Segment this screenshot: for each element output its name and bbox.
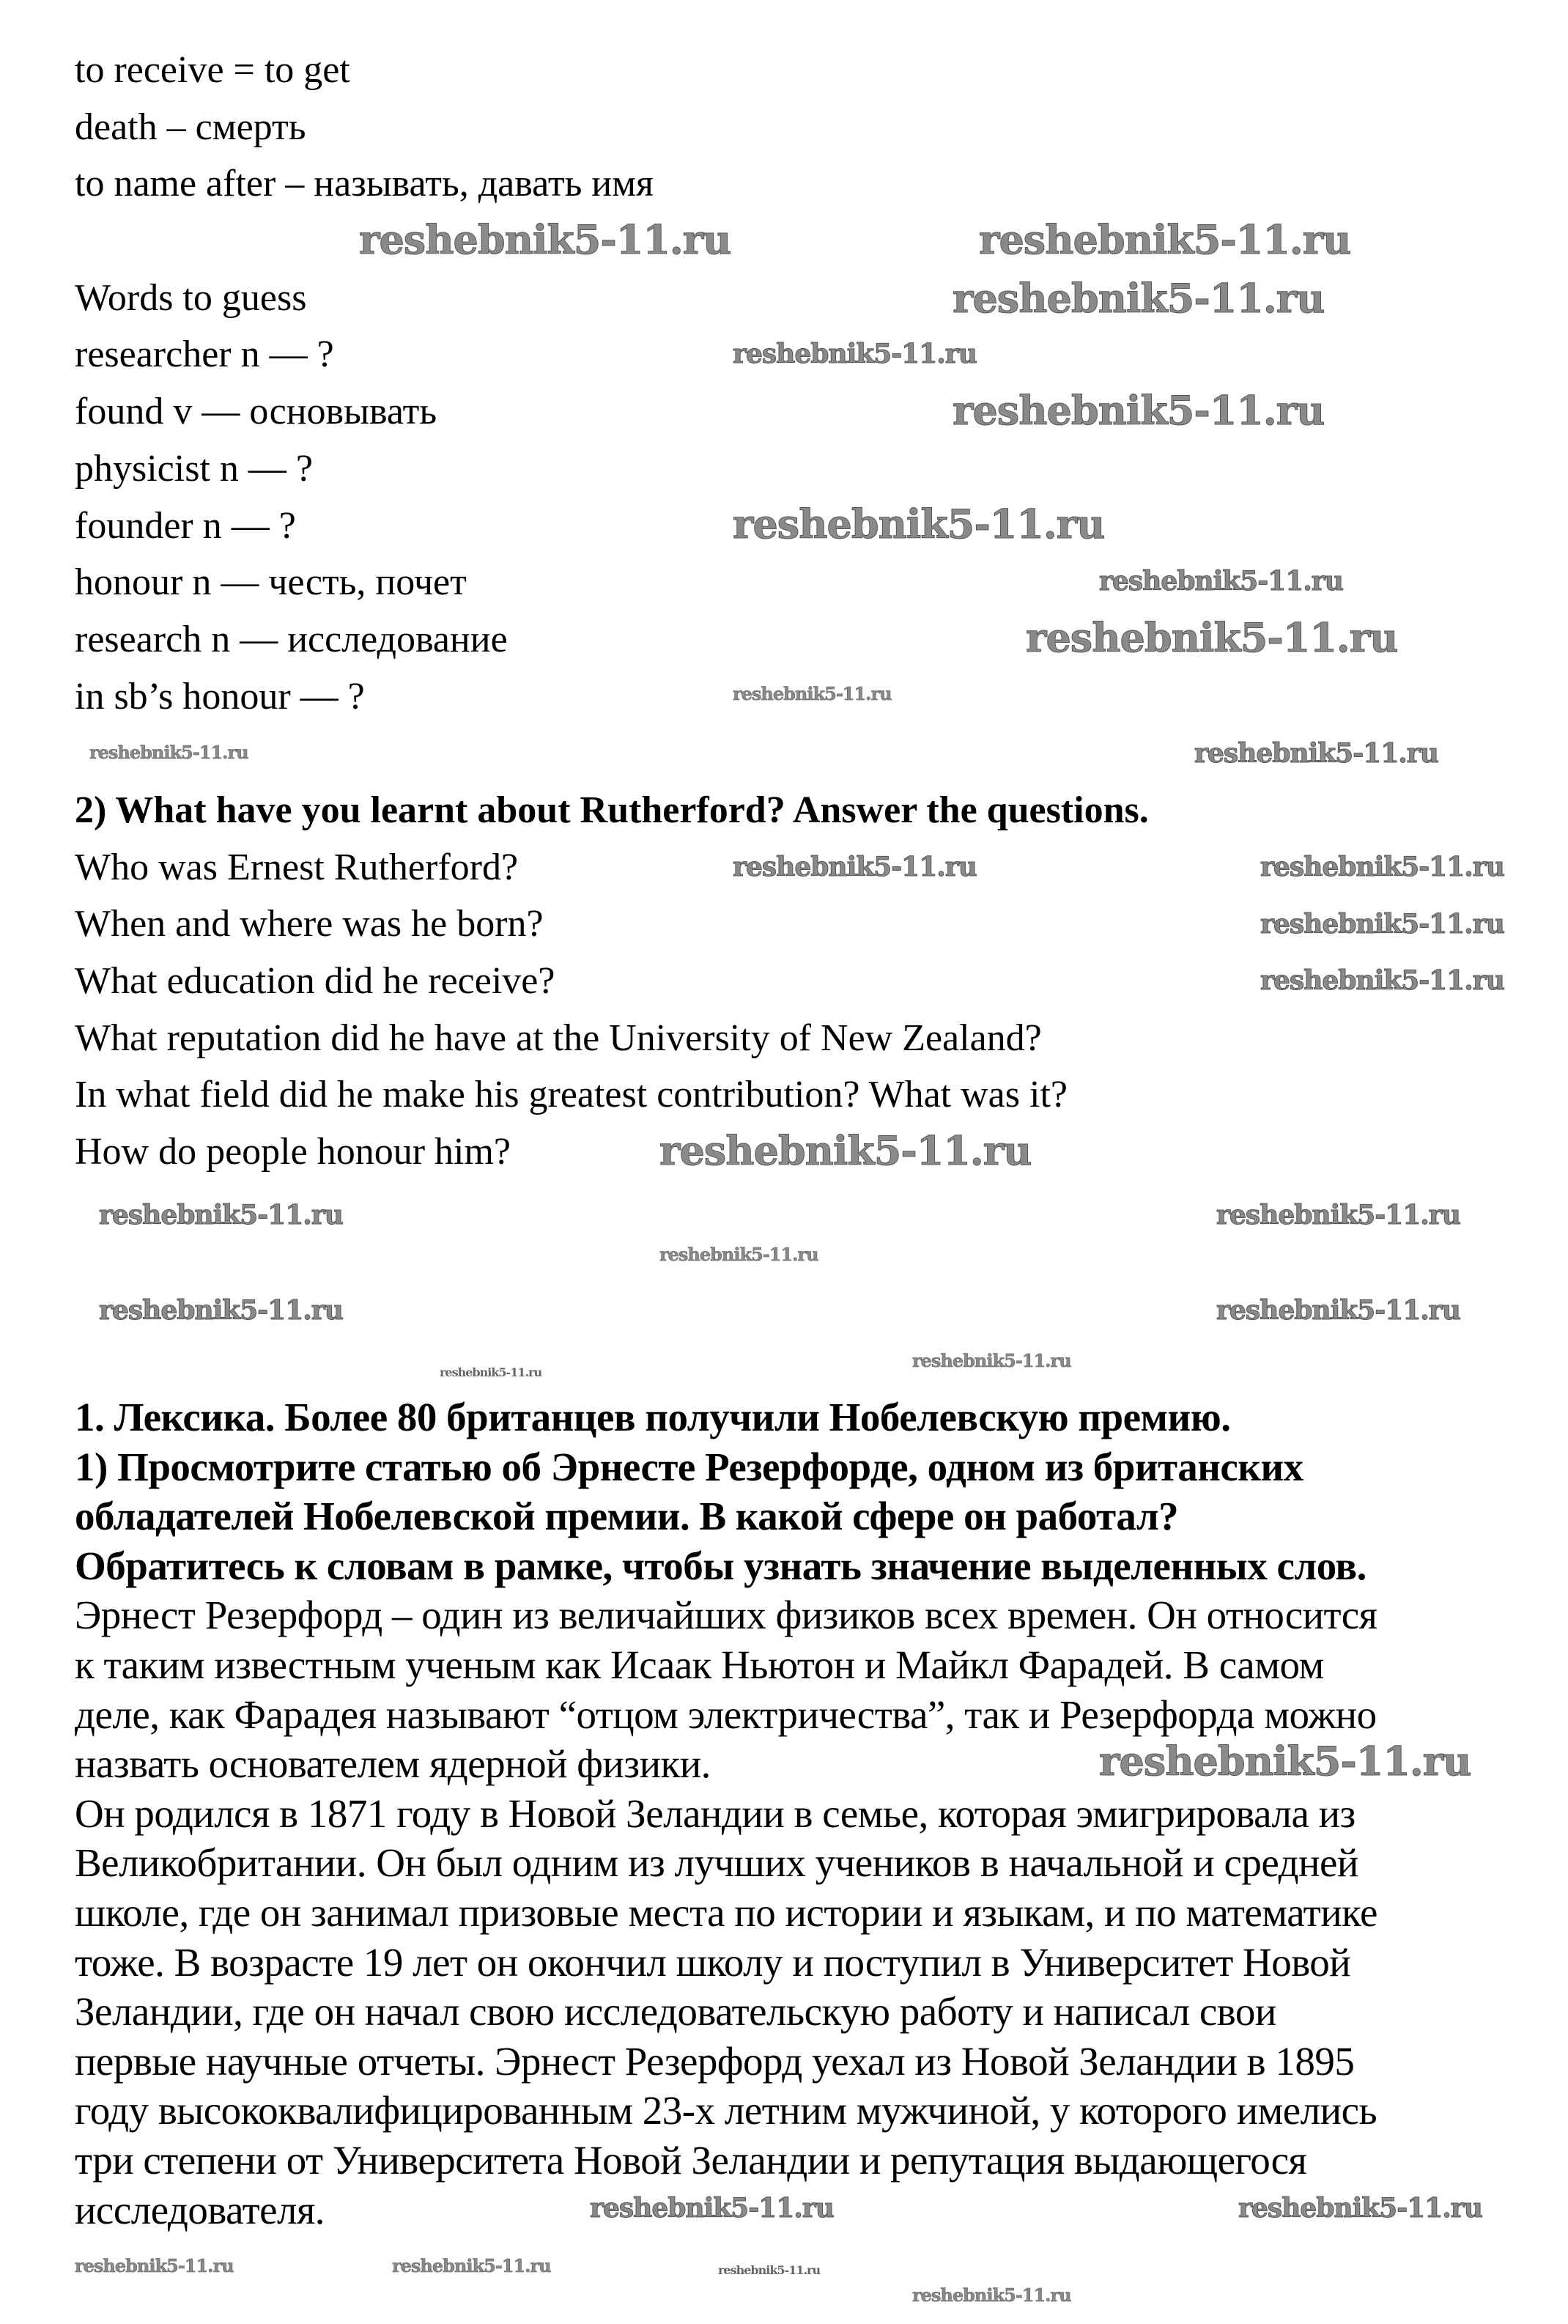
watermark: reshebnik5-11.ru bbox=[1099, 566, 1343, 597]
watermark: reshebnik5-11.ru bbox=[1194, 738, 1438, 769]
watermark: reshebnik5-11.ru bbox=[733, 339, 977, 369]
translation-line: к таким известным ученым как Исаак Ньютон и Майкл Фарадей. В самом bbox=[75, 1642, 1324, 1687]
question: Who was Ernest Rutherford? bbox=[75, 846, 519, 888]
guess-word: found v — основывать bbox=[75, 391, 437, 433]
watermark: reshebnik5-11.ru bbox=[733, 683, 892, 704]
vocab-line: to name after – называть, давать имя bbox=[75, 163, 654, 205]
watermark: reshebnik5-11.ru bbox=[1216, 1295, 1460, 1326]
guess-word: research n — исследование bbox=[75, 618, 508, 660]
translation-line: назвать основателем ядерной физики. bbox=[75, 1741, 711, 1787]
watermark: reshebnik5-11.ru bbox=[733, 501, 1105, 547]
watermark: reshebnik5-11.ru bbox=[1260, 965, 1504, 996]
watermark: reshebnik5-11.ru bbox=[953, 275, 1325, 322]
watermark: reshebnik5-11.ru bbox=[1099, 1738, 1471, 1785]
words-to-guess-title: Words to guess bbox=[75, 276, 307, 319]
watermark: reshebnik5-11.ru bbox=[733, 852, 977, 882]
guess-word: researcher n — ? bbox=[75, 333, 334, 376]
question: When and where was he born? bbox=[75, 903, 544, 945]
translation-heading: Обратитесь к словам в рамке, чтобы узнать значение выделенных слов. bbox=[75, 1543, 1367, 1588]
watermark: reshebnik5-11.ru bbox=[1260, 909, 1504, 940]
translation-heading: 1) Просмотрите статью об Эрнесте Резерфорде, одном из британских bbox=[75, 1444, 1303, 1489]
watermark: reshebnik5-11.ru bbox=[440, 1365, 542, 1379]
vocab-line: death – смерть bbox=[75, 106, 306, 148]
russian-translation bbox=[75, 1392, 1377, 2235]
watermark: reshebnik5-11.ru bbox=[1216, 1200, 1460, 1231]
translation-heading: 1. Лексика. Более 80 британцев получили Нобелевскую премию. bbox=[75, 1395, 1231, 1439]
question: In what field did he make his greatest contribution? What was it? bbox=[75, 1074, 1068, 1116]
translation-line: школе, где он занимал призовые места по истории и языкам, и по математике bbox=[75, 1889, 1377, 1935]
watermark: reshebnik5-11.ru bbox=[392, 2255, 551, 2276]
watermark: reshebnik5-11.ru bbox=[99, 1200, 343, 1231]
translation-line: тоже. В возрасте 19 лет он окончил школу и поступил в Университет Новой bbox=[75, 1939, 1351, 1985]
watermark: reshebnik5-11.ru bbox=[1026, 614, 1398, 661]
english-section bbox=[75, 42, 1149, 1181]
watermark: reshebnik5-11.ru bbox=[659, 1127, 1032, 1174]
watermark: reshebnik5-11.ru bbox=[953, 387, 1325, 434]
question: What education did he receive? bbox=[75, 960, 555, 1002]
translation-line: исследователя. bbox=[75, 2187, 325, 2232]
watermark: reshebnik5-11.ru bbox=[912, 2284, 1071, 2306]
question: What reputation did he have at the University of New Zealand? bbox=[75, 1017, 1042, 1059]
translation-line: деле, как Фарадея называют “отцом электричества”, так и Резерфорда можно bbox=[75, 1692, 1377, 1737]
watermark: reshebnik5-11.ru bbox=[1260, 852, 1504, 882]
guess-word: honour n — честь, почет bbox=[75, 561, 467, 604]
translation-line: году высококвалифицированным 23-х летним мужчиной, у которого имелись bbox=[75, 2088, 1377, 2133]
question: How do people honour him? bbox=[75, 1131, 511, 1173]
translation-line: Зеландии, где он начал свою исследовательскую работу и написал свои bbox=[75, 1989, 1276, 2035]
guess-word: physicist n — ? bbox=[75, 447, 313, 490]
watermark: reshebnik5-11.ru bbox=[99, 1295, 343, 1326]
watermark: reshebnik5-11.ru bbox=[89, 742, 248, 763]
watermark: reshebnik5-11.ru bbox=[659, 1244, 818, 1265]
translation-heading: обладателей Нобелевской премии. В какой сфере он работал? bbox=[75, 1494, 1179, 1539]
translation-line: три степени от Университета Новой Зеландии и репутация выдающегося bbox=[75, 2137, 1307, 2183]
translation-line: Эрнест Резерфорд – один из величайших физиков всех времен. Он относится bbox=[75, 1593, 1377, 1638]
watermark: reshebnik5-11.ru bbox=[75, 2255, 234, 2276]
vocab-line: to receive = to get bbox=[75, 49, 350, 91]
exercise-heading: 2) What have you learnt about Rutherford? Answer the questions. bbox=[75, 789, 1149, 831]
watermark: reshebnik5-11.ru bbox=[1238, 2193, 1482, 2224]
watermark: reshebnik5-11.ru bbox=[590, 2193, 834, 2224]
watermark: reshebnik5-11.ru bbox=[359, 216, 731, 263]
guess-word: founder n — ? bbox=[75, 504, 296, 547]
guess-word: in sb’s honour — ? bbox=[75, 675, 365, 718]
watermark: reshebnik5-11.ru bbox=[912, 1350, 1071, 1371]
watermark: reshebnik5-11.ru bbox=[718, 2263, 821, 2277]
translation-line: Великобритании. Он был одним из лучших учеников в начальной и средней bbox=[75, 1840, 1358, 1886]
translation-line: первые научные отчеты. Эрнест Резерфорд уехал из Новой Зеландии в 1895 bbox=[75, 2038, 1355, 2084]
watermark: reshebnik5-11.ru bbox=[979, 216, 1351, 263]
translation-line: Он родился в 1871 году в Новой Зеландии в семье, которая эмигрировала из bbox=[75, 1790, 1356, 1836]
